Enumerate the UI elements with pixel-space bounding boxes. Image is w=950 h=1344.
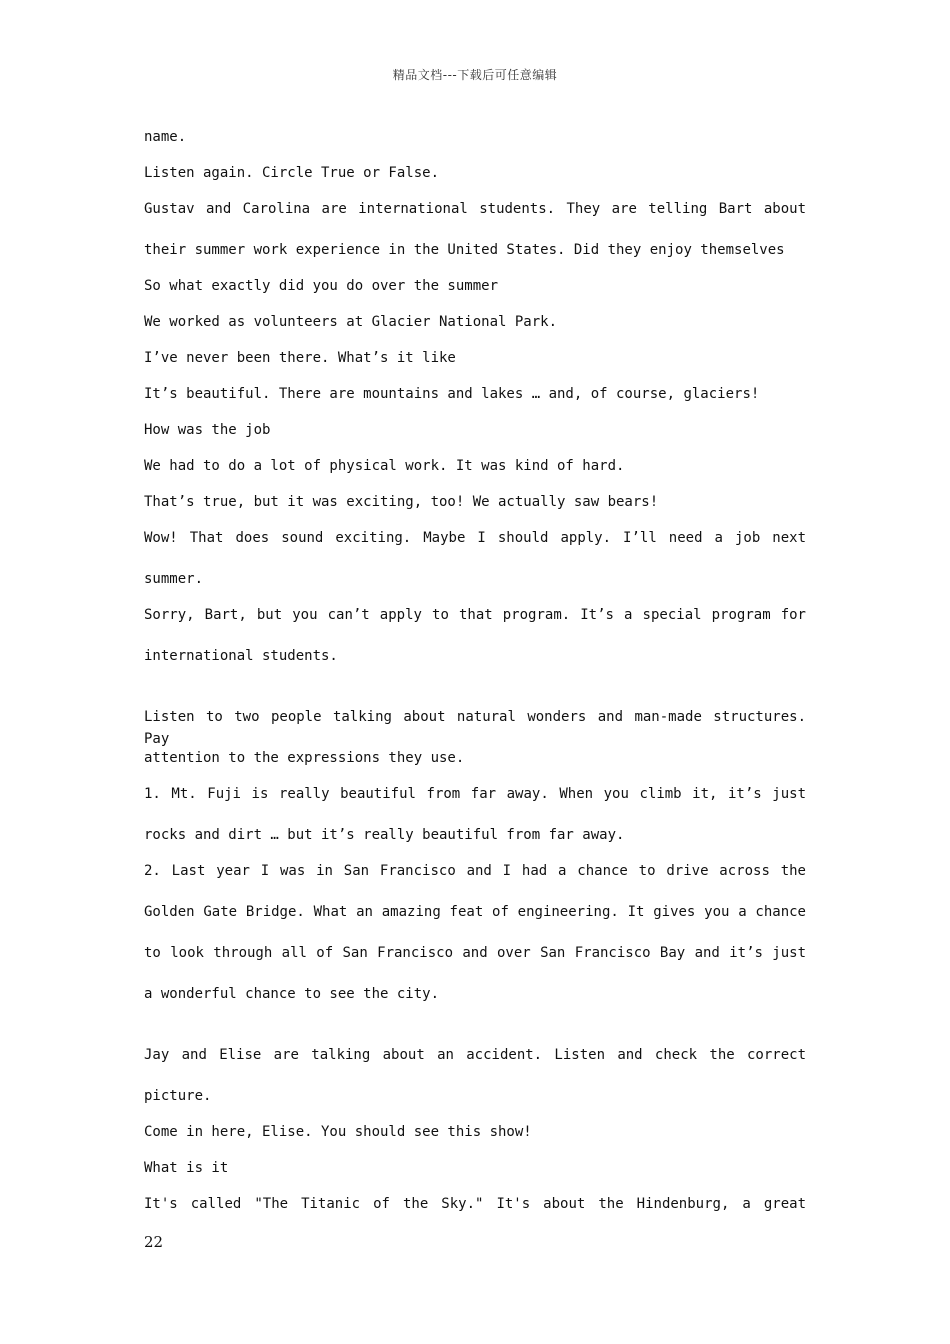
- text-line: Come in here, Elise. You should see this show!: [144, 1124, 532, 1140]
- text-line: their summer work experience in the United States. Did they enjoy themselves: [144, 242, 785, 258]
- text-line: How was the job: [144, 422, 271, 438]
- text-line: So what exactly did you do over the summer: [144, 278, 499, 294]
- text-line: Listen to two people talking about natural wonders and man-made structures. Pay: [144, 709, 806, 747]
- text-line: That’s true, but it was exciting, too! We actually saw bears!: [144, 494, 659, 510]
- text-line: Listen again. Circle True or False.: [144, 165, 440, 181]
- text-line: It’s beautiful. There are mountains and lakes … and, of course, glaciers!: [144, 386, 760, 402]
- text-line: Golden Gate Bridge. What an amazing feat of engineering. It gives you a chance: [144, 904, 806, 920]
- text-line: Wow! That does sound exciting. Maybe I should apply. I’ll need a job next: [144, 530, 806, 546]
- text-line: international students.: [144, 648, 338, 664]
- text-line: Jay and Elise are talking about an accident. Listen and check the correct: [144, 1047, 806, 1063]
- text-line: I’ve never been there. What’s it like: [144, 350, 456, 366]
- paragraph-gap: [144, 1019, 806, 1044]
- text-line: We worked as volunteers at Glacier National Park.: [144, 314, 558, 330]
- text-line: name.: [144, 129, 187, 145]
- text-line: 2. Last year I was in San Francisco and I had a chance to drive across the: [144, 863, 806, 879]
- text-line: a wonderful chance to see the city.: [144, 986, 440, 1002]
- page-header: 精品文档---下载后可任意编辑: [392, 68, 558, 82]
- text-line: rocks and dirt … but it’s really beautiful from far away.: [144, 827, 625, 843]
- text-line: to look through all of San Francisco and over San Francisco Bay and it’s just: [144, 945, 806, 961]
- text-line: Gustav and Carolina are international students. They are telling Bart about: [144, 201, 806, 217]
- page-number: 22: [144, 1233, 164, 1251]
- document-body: [144, 126, 806, 1229]
- text-line: 1. Mt. Fuji is really beautiful from far away. When you climb it, it’s just: [144, 786, 806, 802]
- text-line: What is it: [144, 1160, 229, 1176]
- text-line: attention to the expressions they use.: [144, 750, 465, 766]
- paragraph-gap: [144, 681, 806, 706]
- text-line: We had to do a lot of physical work. It was kind of hard.: [144, 458, 625, 474]
- text-line: summer.: [144, 571, 204, 587]
- text-line: picture.: [144, 1088, 212, 1104]
- text-line: Sorry, Bart, but you can’t apply to that program. It’s a special program for: [144, 607, 806, 623]
- text-line: It's called "The Titanic of the Sky." It's about the Hindenburg, a great: [144, 1196, 806, 1212]
